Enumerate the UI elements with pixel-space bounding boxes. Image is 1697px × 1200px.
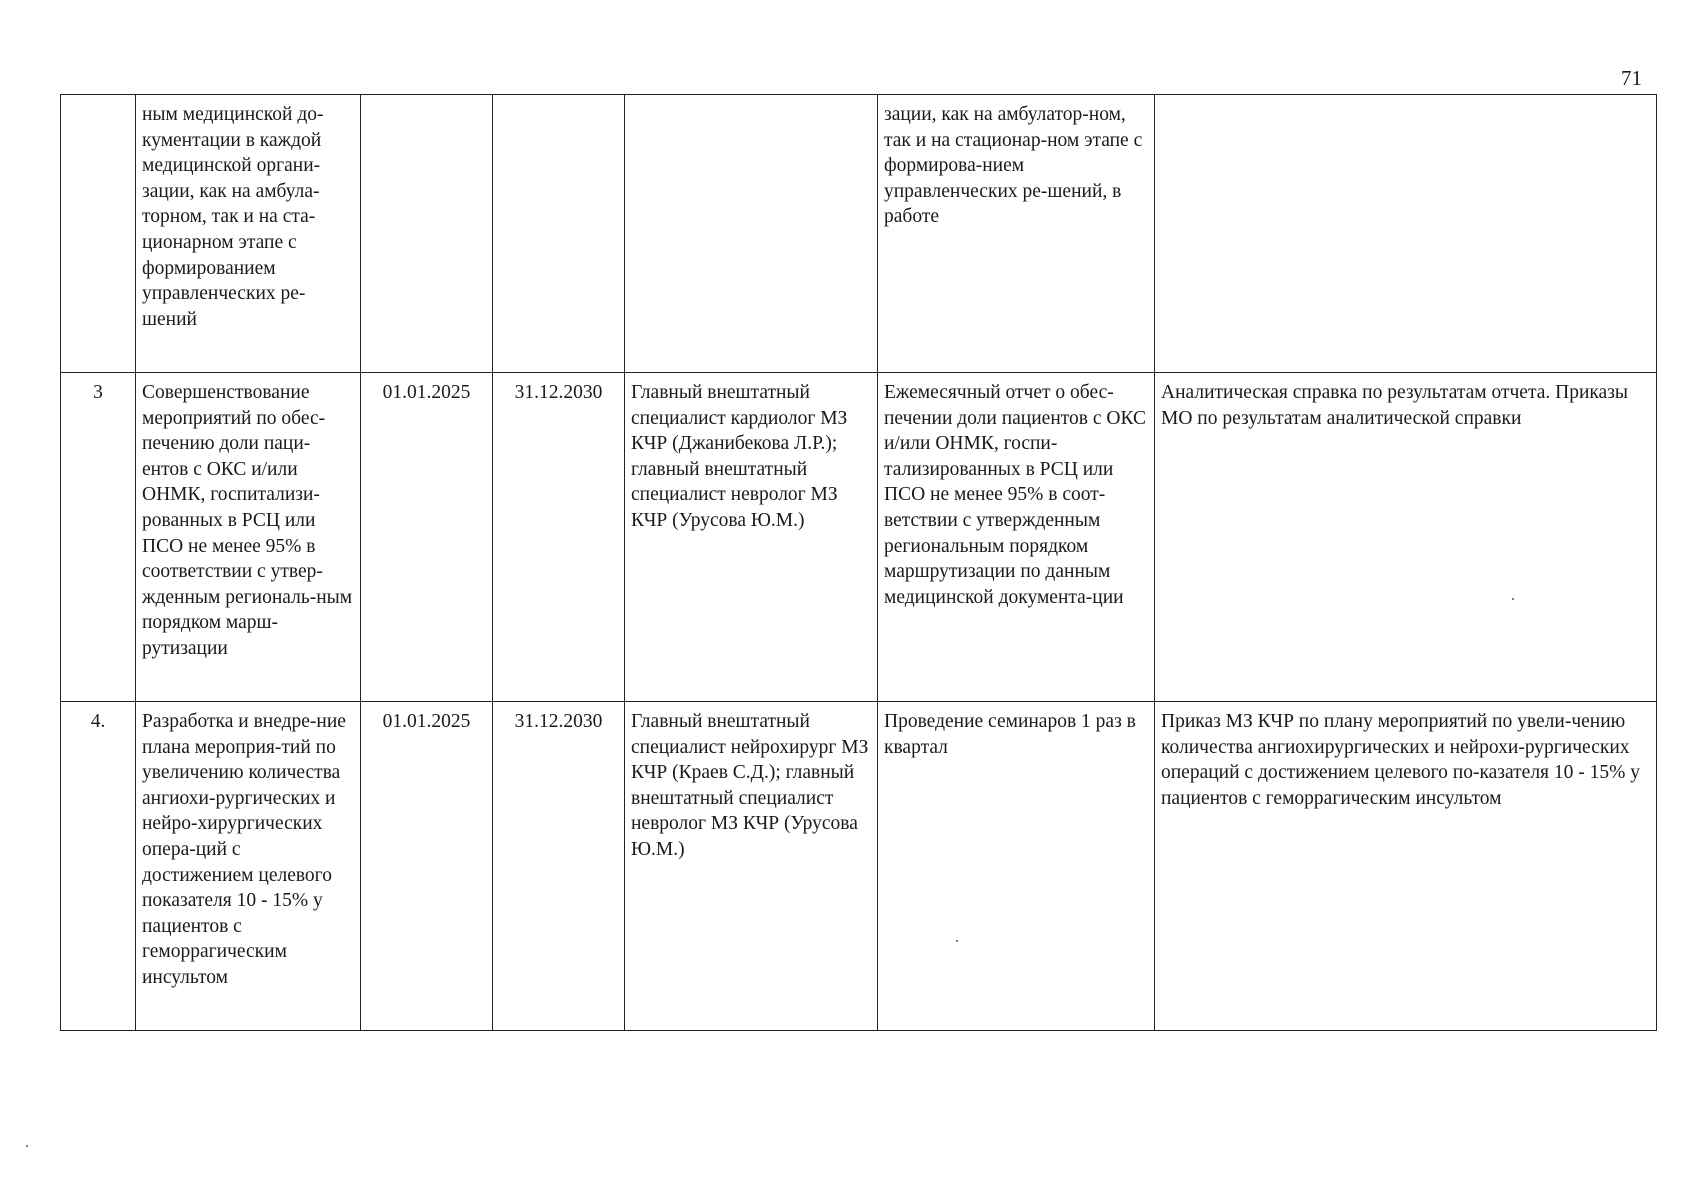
result-cell: Приказ МЗ КЧР по плану мероприятий по увели-чению количества ангиохирургических и нейрохи-рургических операций с достижением целевого по-казателя 10 - 15% у пациентов с геморрагическим инсультом bbox=[1155, 702, 1657, 1031]
end-date-cell: 31.12.2030 bbox=[493, 702, 625, 1031]
page-number: 71 bbox=[1621, 66, 1642, 90]
indicator-cell: зации, как на амбулатор-ном, так и на стационар-ном этапе с формирова-нием управленческих ре-шений, в работе bbox=[878, 95, 1155, 373]
measure-cell: ным медицинской до-кументации в каждой медицинской органи-зации, как на амбула-торном, так и на ста-ционарном этапе с формированием управленческих ре-шений bbox=[136, 95, 361, 373]
scan-speck bbox=[956, 940, 958, 942]
result-cell: Аналитическая справка по результатам отчета. Приказы МО по результатам аналитической справки bbox=[1155, 373, 1657, 702]
responsible-cell: Главный внештатный специалист нейрохирург МЗ КЧР (Краев С.Д.); главный внештатный специалист невролог МЗ КЧР (Урусова Ю.М.) bbox=[625, 702, 878, 1031]
end-date-cell bbox=[493, 95, 625, 373]
table-row bbox=[61, 373, 1657, 702]
table-row bbox=[61, 95, 1657, 373]
start-date-cell: 01.01.2025 bbox=[361, 373, 493, 702]
responsible-cell: Главный внештатный специалист кардиолог МЗ КЧР (Джанибекова Л.Р.); главный внештатный специалист невролог МЗ КЧР (Урусова Ю.М.) bbox=[625, 373, 878, 702]
scan-speck bbox=[1512, 598, 1514, 600]
table-row bbox=[61, 702, 1657, 1031]
indicator-cell: Ежемесячный отчет о обес-печении доли пациентов с ОКС и/или ОНМК, госпи-тализированных в РСЦ или ПСО не менее 95% в соот-ветствии с утвержденным региональным порядком маршрутизации по данным медицинской документа-ции bbox=[878, 373, 1155, 702]
measure-cell: Разработка и внедре-ние плана мероприя-тий по увеличению количества ангиохи-рургических и нейро-хирургических опера-ций с достижением целевого показателя 10 - 15% у пациентов с геморрагическим инсультом bbox=[136, 702, 361, 1031]
start-date-cell bbox=[361, 95, 493, 373]
indicator-cell: Проведение семинаров 1 раз в квартал bbox=[878, 702, 1155, 1031]
end-date-cell: 31.12.2030 bbox=[493, 373, 625, 702]
scan-speck bbox=[26, 1145, 28, 1147]
responsible-cell bbox=[625, 95, 878, 373]
row-number-cell: 3 bbox=[61, 373, 136, 702]
measure-cell: Совершенствование мероприятий по обес-печению доли паци-ентов с ОКС и/или ОНМК, госпитализи-рованных в РСЦ или ПСО не менее 95% в соответствии с утвер-жденным региональ-ным порядком марш-рутизации bbox=[136, 373, 361, 702]
row-number-cell: 4. bbox=[61, 702, 136, 1031]
start-date-cell: 01.01.2025 bbox=[361, 702, 493, 1031]
result-cell bbox=[1155, 95, 1657, 373]
row-number-cell bbox=[61, 95, 136, 373]
measures-table bbox=[60, 94, 1657, 1031]
